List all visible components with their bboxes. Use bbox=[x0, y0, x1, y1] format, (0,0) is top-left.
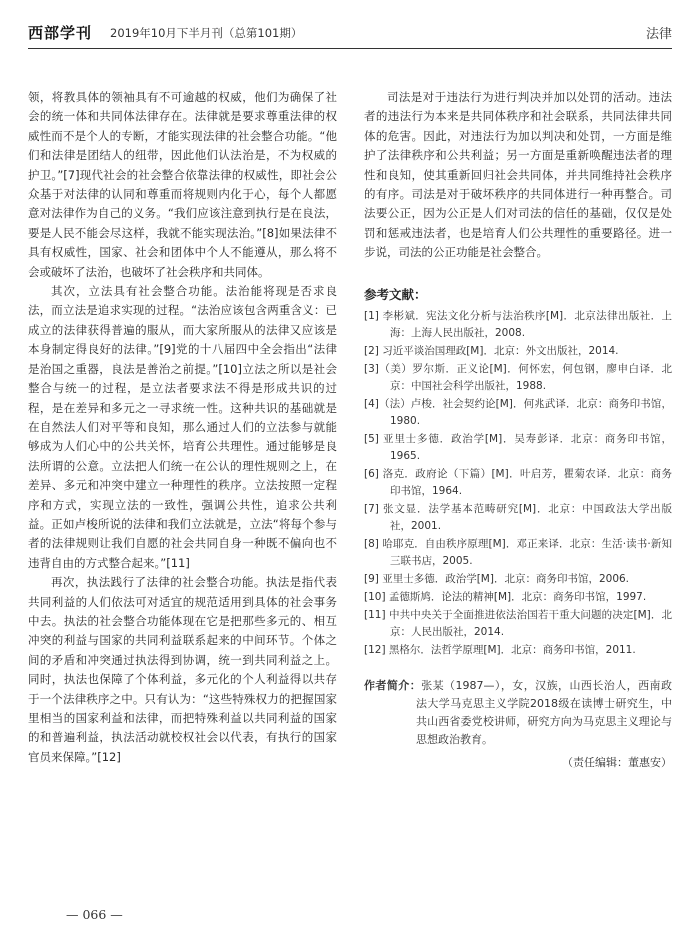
author-bio-label: 作者简介： bbox=[364, 679, 422, 693]
issue-info: 2019年10月下半月刊（总第101期） bbox=[110, 26, 303, 40]
body-paragraph: 再次，执法践行了法律的社会整合功能。执法是指代表共同利益的人们依法可对适宜的规范适用到具体的社会事务中去。执法的社会整合功能体现在它是把那些多元的、相互冲突的利益与国家的共同利益联系起来的中间环节。个体之间的矛盾和冲突通过执法得到协调，统一到共同利益之上。同时，执法也保障了个体利益，多元化的个人利益得以共存于一个法律秩序之中。只有认为：“这些特殊权力的把握国家里相当的国家利益和法律，而把特殊利益以共同利益的国家的和普遍利益，执法活动就校权社会以代表，有执行的国家官员来保障。”[12] bbox=[28, 575, 337, 764]
reference-item: [2] 习近平谈治国理政[M]．北京：外文出版社，2014. bbox=[364, 345, 619, 358]
reference-item: [5] 亚里士多德．政治学[M]．吴寿彭译．北京：商务印书馆，1965. bbox=[364, 433, 672, 463]
reference-item: [8] 哈耶克．自由秩序原理[M]．邓正来译．北京：生活·读书·新知三联书店，2005. bbox=[364, 538, 672, 568]
page-number: — 066 — bbox=[66, 907, 123, 922]
left-column bbox=[28, 88, 337, 767]
section-name: 法律 bbox=[645, 27, 672, 42]
reference-item: [9] 亚里士多德．政治学[M]．北京：商务印书馆，2006. bbox=[364, 573, 630, 586]
right-column bbox=[364, 88, 672, 772]
reference-list bbox=[364, 308, 672, 659]
reference-item: [10] 孟德斯鸠．论法的精神[M]．北京：商务印书馆，1997. bbox=[364, 591, 647, 604]
page-header bbox=[28, 18, 672, 49]
body-paragraph: 司法是对于违法行为进行判决并加以处罚的活动。违法者的违法行为本来是共同体秩序和社会联系，共同法律共同体的危害。因此，对违法行为加以判决和处罚，一方面是维护了法律秩序和公共利益；另一方面是重新唤醒违法者的理性和良知，使其重新回归社会共同体，并共同维持社会秩序的有序。司法是对于破坏秩序的共同体进行一种再整合。司法要公正，因为公正是人们对司法的信任的基础，仅仅是处罚和惩戒违法者，也是培育人们公共理性的重要路径。进一步说，司法的公正功能是社会整合。 bbox=[364, 90, 672, 260]
reference-item: [7] 张文显．法学基本范畴研究[M]．北京：中国政法大学出版社，2001. bbox=[364, 503, 672, 533]
reference-item: [11] 中共中央关于全面推进依法治国若干重大问题的决定[M]．北京：人民出版社，2014. bbox=[364, 609, 672, 639]
body-paragraph: 其次，立法具有社会整合功能。法治能将现是否求良法，而立法是追求实现的过程。“法治应该包含两重含义：已成立的法律获得普遍的服从，而大家所服从的法律又应该是本身制定得良好的法律。”[9]党的十八届四中全会指出“法律是治国之重器，良法是善治之前提。”[10]立法之所以是社会整合与统一的过程，是立法者要求法不得是形成共识的过程，是在差异和多元之一寻求统一性。这种共识的基础就是在自然法人们对平等和良知，那么通过人们的立法参与就能够成为人们心中的公共关怀，培育公共理性。通过能够是良法所谓的公意。立法把人们统一在公认的理性规则之上，在差异、多元和冲突中建立一种理性的秩序。立法按照一定程序和方式，实现立法的一致性，强调公共性，追求公共利益。正如卢梭所说的法律和我们立法就是，立法“将每个参与者的法律规则让我们自愿的社会共同自身一种既不偏向也不违背自由的方式整合起来。”[11] bbox=[28, 284, 337, 570]
reference-item: [3]（美）罗尔斯．正义论[M]．何怀宏，何包钢，廖申白译．北京：中国社会科学出版社，1988. bbox=[364, 363, 672, 393]
references-title: 参考文献： bbox=[364, 286, 427, 302]
author-bio bbox=[364, 677, 672, 749]
responsible-editor: （责任编辑：董惠安） bbox=[562, 756, 672, 770]
reference-item: [4]（法）卢梭．社会契约论[M]．何兆武译．北京：商务印书馆，1980. bbox=[364, 398, 672, 428]
reference-item: [1] 李彬斌．宪法文化分析与法治秩序[M]．北京法律出版社．上海：上海人民出版社，2008. bbox=[364, 310, 672, 340]
reference-item: [6] 洛克．政府论（下篇）[M]．叶启芳，瞿菊农译．北京：商务印书馆，1964. bbox=[364, 468, 672, 498]
author-bio-text: 张某（1987—），女，汉族，山西长治人，西南政法大学马克思主义学院2018级在读博士研究生，中共山西省委党校讲师，研究方向为马克思主义理论与思想政治教育。 bbox=[416, 679, 672, 747]
journal-logo: 西部学刊 bbox=[28, 24, 93, 42]
reference-item: [12] 黑格尔．法哲学原理[M]．北京：商务印书馆，2011. bbox=[364, 644, 636, 657]
body-paragraph: 领，将教具体的领袖具有不可逾越的权威，他们为确保了社会的统一体和共同体法律存在。法律就是要求尊重法律的权威性而不是个人的专断，才能实现法律的社会整合功能。“他们和法律是团结人的纽带，因此他们认法治是，不为权威的护卫。”[7]现代社会的社会整合依靠法律的权威性，即社会公众基于对法律的认同和尊重而将规则内化于心，每个人都愿意对法律作为自己的义务。“我们应该注意到执行是在良法，要是人民不能会尽这样，我就不能实现法治。”[8]如果法律不具有权威性，国家、社会和团体中个人不能遵从，那么将不会或破坏了法治，也破坏了社会秩序和共同体。 bbox=[28, 90, 337, 279]
